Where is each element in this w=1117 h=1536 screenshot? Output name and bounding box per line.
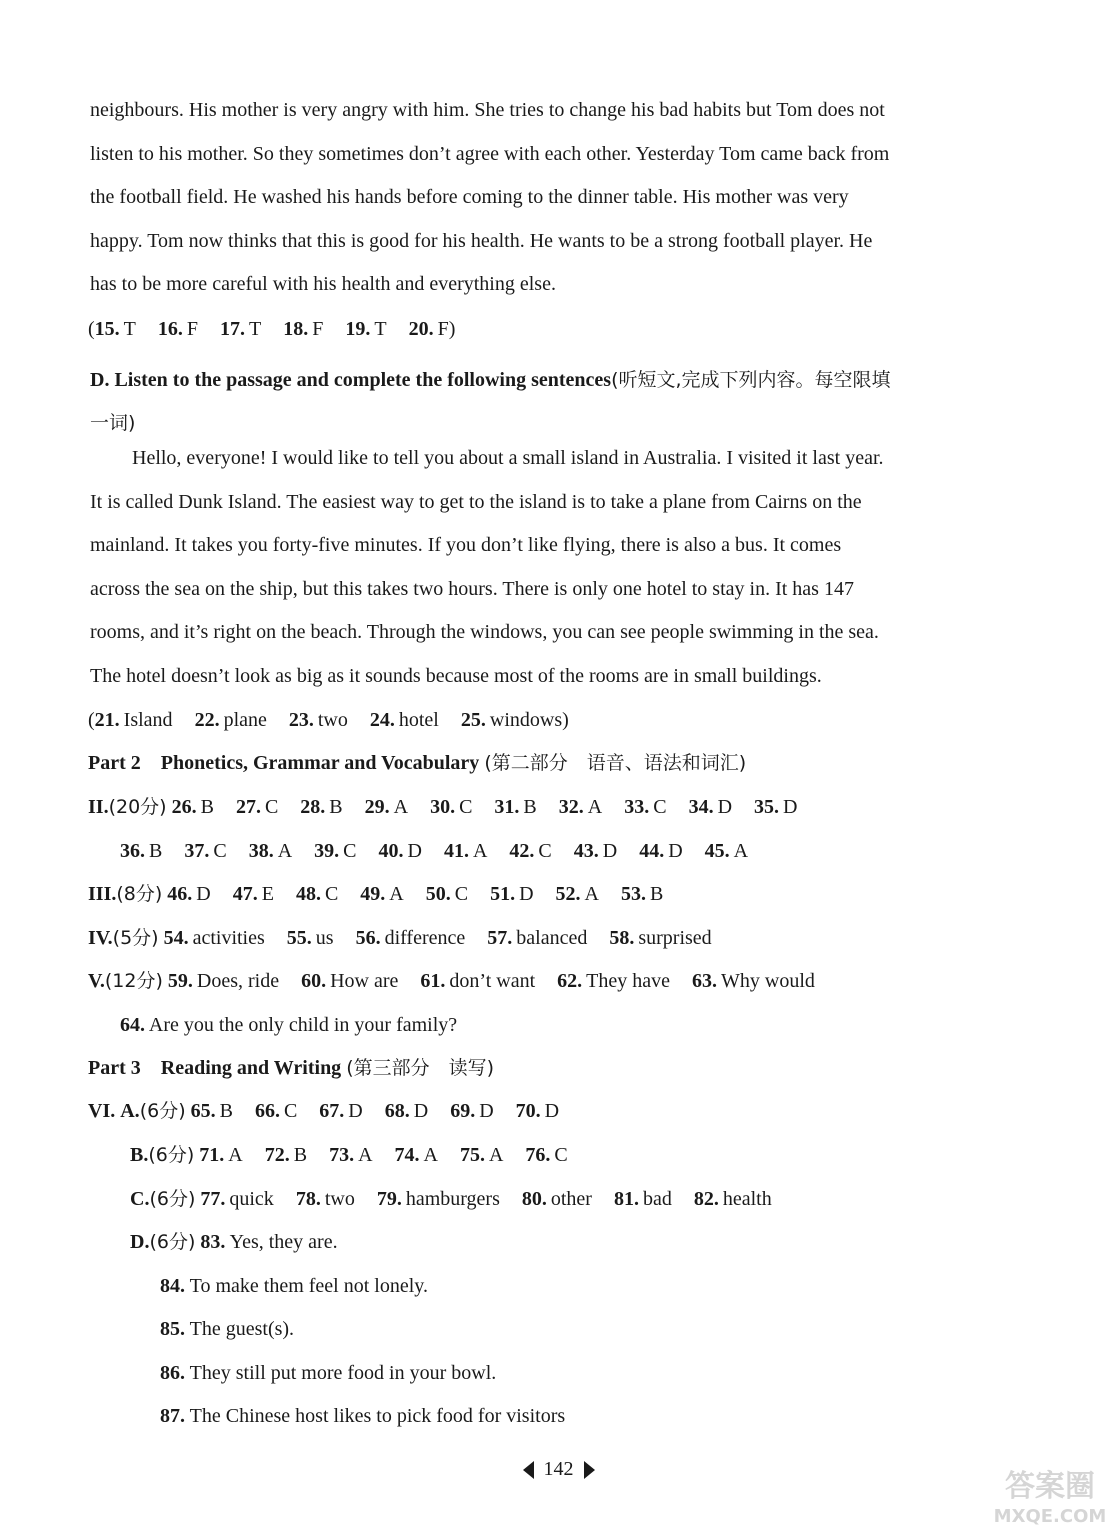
part3-title-cn: (第三部分 读写) [346,1057,495,1079]
answer-item [487,925,587,951]
answer-num: 39. [314,840,340,862]
answer-num: 52. [555,883,581,905]
answer-val: F [312,318,324,340]
answers-d: (21. Island 22. plane 23. two 24. hotel 25. windows) [88,709,569,731]
answer-item [395,1142,438,1168]
answer-num: 19. [345,318,371,340]
answer-num: 20. [408,318,434,340]
answer-item [195,707,267,733]
passage-line: mainland. It takes you forty-five minutes. If you don’t like flying, there is also a bus. It comes [90,534,842,556]
answer-val: B [200,796,214,818]
answer-num: 80. [521,1188,547,1210]
answer-item [236,794,278,820]
answer-num: 23. [288,709,314,731]
answer-item [329,1142,372,1168]
answer-val: A [389,883,404,905]
answer-64 [120,1012,457,1038]
answer-86 [160,1360,496,1386]
answer-item [164,925,265,951]
answer-val: plane [223,709,267,731]
answer-val: surprised [638,927,712,949]
answer-val: C [653,796,667,818]
answer-val: Are you the only child in your family? [148,1014,458,1036]
passage-c [90,89,1040,307]
passage-line: It is called Dunk Island. The easiest way to get to the island is to take a plane from Cairns on the [90,490,862,513]
watermark-text: 答案圈 [1005,1469,1095,1504]
answer-num: 16. [157,318,183,340]
answer-num: 70. [515,1100,541,1122]
answer-num: 68. [384,1100,410,1122]
answer-val: A [393,796,409,818]
answer-val: B [293,1144,308,1166]
answer-val: The guest(s). [189,1318,295,1340]
answer-item [377,1186,500,1212]
section-v-label: V. [88,970,105,992]
answer-val: A [228,1144,243,1166]
answer-val: D [783,796,798,818]
answer-val: two [317,709,348,731]
section-ii-label: II. [88,796,109,818]
answer-item [694,1186,772,1212]
answer-item [184,838,226,864]
answer-num: 30. [430,796,456,818]
answer-item [158,316,198,342]
section-vi-d-label: D. [130,1231,150,1253]
answer-item [461,707,562,733]
answer-item [430,794,472,820]
passage-line: listen to his mother. So they sometimes don’t agree with each other. Yesterday Tom came back from [90,142,890,165]
answer-num: 83. [200,1231,226,1253]
answer-item [409,316,449,342]
part3-heading [88,1055,494,1081]
answer-val: D [407,840,422,862]
answer-num: 47. [232,883,258,905]
answer-val: E [261,883,274,905]
answer-num: 24. [369,709,395,731]
answer-val: B [650,883,664,905]
answer-num: 48. [295,883,321,905]
answer-val: B [329,796,343,818]
answer-item [556,881,599,907]
section-v-score: (12分) [104,970,163,992]
answer-num: 58. [609,927,635,949]
section-vi-b-score: (6分) [148,1144,195,1166]
answer-num: 66. [254,1100,280,1122]
answer-val: A [587,796,603,818]
answer-item [172,794,214,820]
answer-num: 74. [394,1144,420,1166]
answer-val: health [722,1188,772,1210]
answer-val: D [668,840,683,862]
answer-num: 25. [460,709,486,731]
answer-val: two [324,1188,355,1210]
part3-label: Part 3 [88,1057,141,1079]
answer-val: hamburgers [405,1188,500,1210]
answer-val: A [358,1144,373,1166]
answer-num: 78. [295,1188,321,1210]
answer-val: D [413,1100,429,1122]
answer-num: 45. [704,840,730,862]
answer-val: T [123,318,136,340]
answer-num: 60. [301,970,327,992]
answer-item [199,1142,242,1168]
section-v [88,968,815,994]
section-ii-row2 [120,838,748,864]
answer-item [420,968,535,994]
part2-title-cn: (第二部分 语音、语法和词汇) [484,752,747,774]
answer-item [689,794,732,820]
answer-val: T [249,318,262,340]
answer-item [574,838,617,864]
answer-item [283,316,323,342]
answer-item [220,316,261,342]
section-iv-label: IV. [88,927,113,949]
answer-num: 34. [688,796,714,818]
answer-num: 37. [184,840,210,862]
answer-item [444,838,487,864]
answer-val: C [454,883,469,905]
answer-num: 71. [199,1144,225,1166]
answer-item [200,1186,273,1212]
answer-item [167,881,210,907]
answer-num: 81. [613,1188,639,1210]
answer-val: quick [229,1188,274,1210]
answer-num: 76. [525,1144,551,1166]
section-vi-c-score: (6分) [149,1188,196,1210]
answer-num: 43. [573,840,599,862]
section-vi-label: VI. [88,1100,116,1122]
answer-val: A [584,883,599,905]
triangle-left-icon [523,1461,534,1479]
answer-val: C [283,1100,298,1122]
answer-num: 53. [621,883,646,905]
answer-item [95,316,136,342]
answer-val: They still put more food in your bowl. [189,1362,497,1384]
answer-item [378,838,421,864]
answer-num: 31. [494,796,520,818]
answer-val: other [550,1188,592,1210]
answer-item [525,1142,567,1168]
answer-num: 29. [364,796,390,818]
answer-val: bad [642,1188,672,1210]
answer-val: D [479,1100,494,1122]
answer-num: 61. [420,970,446,992]
answer-val: A [733,840,749,862]
passage-line: rooms, and it’s right on the beach. Through the windows, you can see people swimming in the sea. [90,621,879,643]
answer-num: 27. [235,796,261,818]
passage-line: has to be more careful with his health and everything else. [90,273,556,295]
answer-val: C [324,883,339,905]
part3-title: Reading and Writing [160,1057,342,1079]
page-number [0,1458,1117,1481]
answer-num: 75. [459,1144,485,1166]
section-vi-d-score: (6分) [149,1231,196,1253]
passage-line: The hotel doesn’t look as big as it sounds because most of the rooms are in small buildings. [90,664,822,687]
section-iii [88,881,663,907]
answer-val: Why would [721,970,815,992]
answer-item [365,794,408,820]
answer-item [450,1098,493,1124]
answer-num: 77. [200,1188,226,1210]
section-vi-c [130,1186,772,1212]
answer-val: B [219,1100,233,1122]
section-vi-b-label: B. [130,1144,149,1166]
answer-num: 51. [490,883,516,905]
answer-val: D [544,1100,560,1122]
answer-item [296,881,338,907]
answer-num: 56. [355,927,381,949]
part2-label: Part 2 [88,752,141,774]
answer-item [120,838,162,864]
answer-item [265,1142,307,1168]
answer-num: 41. [443,840,469,862]
answer-item [301,968,398,994]
answer-item [522,1186,592,1212]
section-iv-score: (5分) [112,927,159,949]
answer-val: don’t want [449,970,536,992]
answer-num: 65. [190,1100,216,1122]
answer-val: Yes, they are. [229,1231,338,1253]
answer-item [509,838,551,864]
answer-item [559,794,602,820]
section-d-title-cn: (听短文,完成下列内容。每空限填 [611,369,891,391]
answer-num: 79. [376,1188,402,1210]
section-vi-a-label: A. [120,1100,140,1122]
answer-item [191,1098,233,1124]
answer-val: difference [384,927,466,949]
answer-val: F [437,318,449,340]
section-vi-d [130,1229,338,1255]
answer-num: 86. [160,1362,185,1384]
answer-num: 17. [220,318,246,340]
answer-num: 54. [163,927,189,949]
answer-num: 87. [160,1405,185,1427]
page-number-text: 142 [543,1458,574,1480]
section-iii-score: (8分) [116,883,163,905]
answer-item [705,838,748,864]
answer-item [319,1098,362,1124]
answer-num: 32. [558,796,584,818]
passage-line: happy. Tom now thinks that this is good for his health. He wants to be a strong football player. He [90,229,873,252]
answer-num: 22. [194,709,220,731]
answer-val: Island [123,709,173,731]
section-d-title: D. Listen to the passage and complete the following sentences [90,369,612,391]
answer-val: C [554,1144,568,1166]
answer-item [557,968,670,994]
answer-item [314,838,356,864]
answer-num: 35. [754,796,780,818]
answer-num: 40. [378,840,404,862]
answer-num: 18. [283,318,309,340]
answer-val: hotel [398,709,439,731]
answer-val: D [602,840,618,862]
answer-val: D [717,796,733,818]
answer-num: 42. [509,840,535,862]
passage-line: across the sea on the ship, but this takes two hours. There is only one hotel to stay in. It has 147 [90,577,854,600]
answer-85 [160,1316,294,1342]
passage-line: the football field. He washed his hands before coming to the dinner table. His mother was very [90,186,849,208]
answer-item [426,881,468,907]
answer-item [516,1098,559,1124]
answer-item [754,794,797,820]
answer-item [639,838,682,864]
answer-val: A [423,1144,438,1166]
section-ii-row1 [88,794,797,820]
answer-item [360,881,403,907]
section-d-heading [90,359,1040,445]
answer-item [494,794,536,820]
passage-line: neighbours. His mother is very angry with him. She tries to change his bad habits but Tom does not [90,99,885,121]
answer-num: 62. [557,970,583,992]
answer-item [289,707,348,733]
section-d-title-cn-2: 一词) [90,412,136,434]
passage-d [90,437,1040,698]
section-vi-a [88,1098,559,1124]
answers-c: (15. T 16. F 17. T 18. F 19. T 20. F) [88,318,456,340]
answer-num: 50. [425,883,451,905]
answer-num: 59. [167,970,193,992]
answer-num: 67. [319,1100,345,1122]
answer-val: B [523,796,537,818]
triangle-right-icon [584,1461,595,1479]
answer-item [385,1098,428,1124]
answer-val: Does, ride [196,970,280,992]
answer-val: How are [330,970,399,992]
section-vi-a-score: (6分) [139,1100,186,1122]
answer-val: us [315,927,334,949]
answer-num: 36. [120,840,145,862]
answer-item [460,1142,503,1168]
answer-87 [160,1403,565,1429]
answer-num: 57. [487,927,513,949]
answer-val: F [186,318,199,340]
answer-item [168,968,279,994]
answer-num: 33. [624,796,650,818]
answer-val: activities [192,927,265,949]
answer-val: C [213,840,227,862]
answer-num: 21. [94,709,120,731]
answer-84 [160,1273,428,1299]
part2-heading [88,750,746,776]
answer-val: D [348,1100,363,1122]
answer-num: 26. [171,796,197,818]
answer-item [356,925,466,951]
answer-num: 28. [300,796,326,818]
answer-num: 44. [639,840,665,862]
answer-val: A [488,1144,504,1166]
answer-item [287,925,334,951]
answer-item [300,794,342,820]
answer-val: To make them feel not lonely. [189,1275,428,1297]
answer-val: windows [489,709,563,731]
answer-num: 85. [160,1318,185,1340]
answer-item [624,794,666,820]
answer-item [621,881,663,907]
answer-num: 72. [264,1144,290,1166]
answer-val: balanced [516,927,588,949]
answer-val: C [343,840,357,862]
answer-val: A [472,840,488,862]
answer-num: 63. [692,970,717,992]
answer-val: They have [586,970,670,992]
answer-num: 49. [360,883,386,905]
answer-item [490,881,533,907]
answer-num: 69. [450,1100,476,1122]
passage-line: Hello, everyone! I would like to tell you about a small island in Australia. I visited it last year. [132,447,884,469]
answer-item [95,707,173,733]
watermark-logo [991,1462,1109,1528]
answer-item [249,838,292,864]
answer-val: The Chinese host likes to pick food for visitors [189,1405,566,1427]
answer-val: C [264,796,279,818]
answer-item [255,1098,297,1124]
section-iii-label: III. [88,883,117,905]
section-iv [88,925,712,951]
section-vi-b [130,1142,568,1168]
answer-val: D [196,883,211,905]
answer-num: 64. [120,1014,145,1036]
answer-item [370,707,439,733]
watermark-url: MXQE.COM [993,1506,1107,1527]
answer-num: 15. [94,318,120,340]
answer-num: 46. [167,883,193,905]
answer-item [609,925,711,951]
section-ii-score: (20分) [108,796,167,818]
answer-val: B [149,840,163,862]
answer-item [233,881,274,907]
answer-num: 38. [248,840,274,862]
answer-val: T [374,318,387,340]
answer-num: 73. [329,1144,355,1166]
answer-num: 84. [160,1275,185,1297]
answer-item [345,316,386,342]
answer-item [296,1186,355,1212]
answer-val: D [519,883,534,905]
answer-val: A [277,840,293,862]
answer-num: 55. [286,927,312,949]
answer-item [614,1186,672,1212]
answer-val: C [459,796,473,818]
answer-num: 82. [693,1188,719,1210]
section-vi-c-label: C. [130,1188,150,1210]
answer-val: C [538,840,552,862]
part2-title: Phonetics, Grammar and Vocabulary [160,752,480,774]
answer-item [692,968,815,994]
